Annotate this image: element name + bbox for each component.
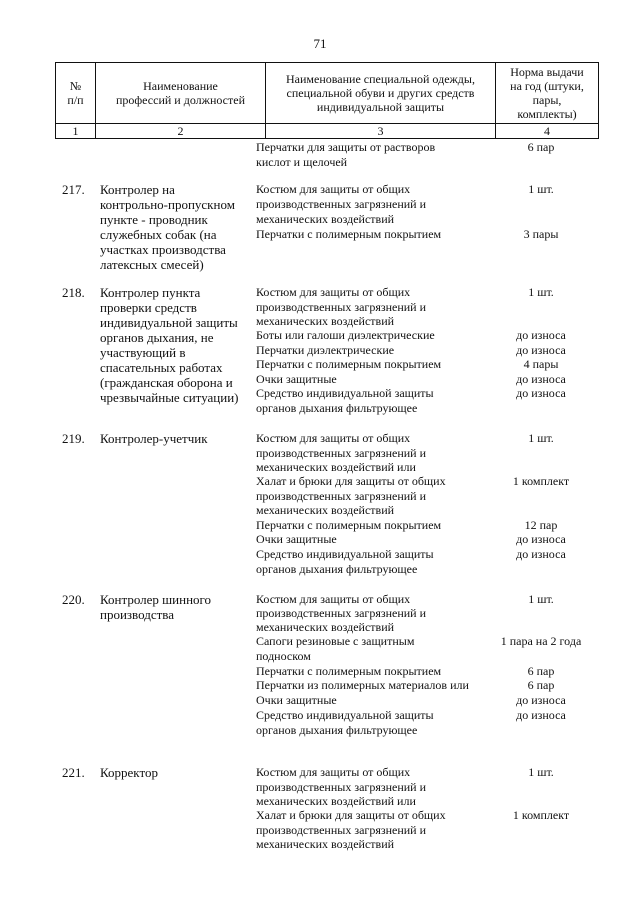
- norm-value: до износа: [516, 386, 566, 400]
- item-line: Халат и брюки для защиты от общих: [256, 474, 446, 488]
- profession-name: [100, 182, 250, 272]
- item-line: Перчатки с полимерным покрытием: [256, 664, 442, 678]
- item-line: механических воздействий: [256, 212, 395, 226]
- profession-line: Корректор: [100, 765, 158, 780]
- norm-value: 6 пар: [527, 678, 555, 692]
- entry-number: 217.: [62, 182, 85, 197]
- item-line: механических воздействий или: [256, 460, 416, 474]
- item-line: Перчатки из полимерных материалов или: [256, 678, 469, 692]
- item-line: механических воздействий или: [256, 794, 416, 808]
- profession-name: [100, 285, 250, 405]
- item-line: Перчатки с полимерным покрытием: [256, 357, 442, 371]
- norm-value: 1 комплект: [512, 474, 570, 488]
- profession-name: [100, 592, 250, 622]
- profession-line: пункте - проводник: [100, 212, 208, 227]
- profession-name: [100, 431, 250, 446]
- header-col-number: № п/п: [56, 63, 96, 124]
- profession-line: (гражданская оборона и: [100, 375, 233, 390]
- item-line: Очки защитные: [256, 532, 337, 546]
- header-col-equipment: Наименование специальной одежды, специальной обуви и других средств индивидуальной защиты: [266, 63, 496, 124]
- item-line: органов дыхания фильтрующее: [256, 723, 418, 737]
- profession-line: проверки средств: [100, 300, 197, 315]
- header-num-4: 4: [496, 124, 599, 139]
- profession-line: служебных собак (на: [100, 227, 217, 242]
- item-line: механических воздействий: [256, 503, 395, 517]
- norm-value: до износа: [516, 708, 566, 722]
- profession-name: [100, 765, 250, 780]
- norm-value: 1 шт.: [528, 285, 554, 299]
- item-line: органов дыхания фильтрующее: [256, 562, 418, 576]
- item-line: Средство индивидуальной защиты: [256, 708, 434, 722]
- continuation-item-line: кислот и щелочей: [256, 155, 348, 169]
- item-line: Перчатки с полимерным покрытием: [256, 518, 442, 532]
- page-number: 71: [313, 36, 327, 51]
- item-line: Костюм для защиты от общих: [256, 285, 411, 299]
- item-line: органов дыхания фильтрующее: [256, 401, 418, 415]
- header-col-norm: Норма выдачи на год (штуки, пары, комплекты): [496, 63, 599, 124]
- table-header: [55, 62, 599, 139]
- norm-value: 6 пар: [527, 664, 555, 678]
- item-line: Боты или галоши диэлектрические: [256, 328, 435, 342]
- norm-value: до износа: [516, 343, 566, 357]
- header-num-1: 1: [56, 124, 96, 139]
- profession-line: Контролер шинного: [100, 592, 212, 607]
- norm-value: 1 комплект: [512, 808, 570, 822]
- profession-line: Контролер пункта: [100, 285, 201, 300]
- profession-line: Контролер на: [100, 182, 175, 197]
- item-line: Халат и брюки для защиты от общих: [256, 808, 446, 822]
- norm-value: 4 пары: [523, 357, 559, 371]
- item-line: механических воздействий: [256, 314, 395, 328]
- norm-value: 12 пар: [524, 518, 558, 532]
- item-line: производственных загрязнений и: [256, 446, 427, 460]
- profession-line: органов дыхания, не: [100, 330, 214, 345]
- norm-value: 3 пары: [523, 227, 559, 241]
- header-num-2: 2: [96, 124, 266, 139]
- item-line: Средство индивидуальной защиты: [256, 386, 434, 400]
- norm-value: 1 шт.: [528, 592, 554, 606]
- norm-value: до износа: [516, 547, 566, 561]
- item-line: производственных загрязнений и: [256, 489, 427, 503]
- norm-value: 1 шт.: [528, 431, 554, 445]
- profession-line: спасательных работах: [100, 360, 223, 375]
- item-line: производственных загрязнений и: [256, 780, 427, 794]
- item-line: Костюм для защиты от общих: [256, 182, 411, 196]
- header-col-profession: Наименование профессий и должностей: [96, 63, 266, 124]
- item-line: производственных загрязнений и: [256, 197, 427, 211]
- item-line: Перчатки диэлектрические: [256, 343, 395, 357]
- profession-line: производства: [100, 607, 175, 622]
- entry-number: 220.: [62, 592, 85, 607]
- item-line: Очки защитные: [256, 372, 337, 386]
- item-line: подноском: [256, 649, 311, 663]
- profession-line: индивидуальной защиты: [100, 315, 238, 330]
- entry-number: 218.: [62, 285, 85, 300]
- profession-line: участвующий в: [100, 345, 186, 360]
- item-line: механических воздействий: [256, 837, 395, 851]
- entry-number: 221.: [62, 765, 85, 780]
- norm-value: до износа: [516, 532, 566, 546]
- norm-value: до износа: [516, 372, 566, 386]
- norm-value: 1 шт.: [528, 765, 554, 779]
- item-line: Костюм для защиты от общих: [256, 765, 411, 779]
- item-line: Сапоги резиновые с защитным: [256, 634, 415, 648]
- profession-line: чрезвычайные ситуации): [100, 390, 239, 405]
- continuation-item-line: Перчатки для защиты от растворов: [256, 140, 436, 154]
- item-line: Перчатки с полимерным покрытием: [256, 227, 442, 241]
- entry-number: 219.: [62, 431, 85, 446]
- profession-line: участках производства: [100, 242, 226, 257]
- item-line: производственных загрязнений и: [256, 606, 427, 620]
- continuation-norm: 6 пар: [527, 140, 555, 154]
- norm-value: 1 шт.: [528, 182, 554, 196]
- item-line: Очки защитные: [256, 693, 337, 707]
- item-line: механических воздействий: [256, 620, 395, 634]
- item-line: производственных загрязнений и: [256, 300, 427, 314]
- item-line: Средство индивидуальной защиты: [256, 547, 434, 561]
- item-line: Костюм для защиты от общих: [256, 431, 411, 445]
- profession-line: латексных смесей): [100, 257, 204, 272]
- item-line: производственных загрязнений и: [256, 823, 427, 837]
- norm-value: 1 пара на 2 года: [500, 634, 582, 648]
- norm-value: до износа: [516, 693, 566, 707]
- profession-line: контрольно-пропускном: [100, 197, 235, 212]
- norm-value: до износа: [516, 328, 566, 342]
- profession-line: Контролер-учетчик: [100, 431, 208, 446]
- item-line: Костюм для защиты от общих: [256, 592, 411, 606]
- header-num-3: 3: [266, 124, 496, 139]
